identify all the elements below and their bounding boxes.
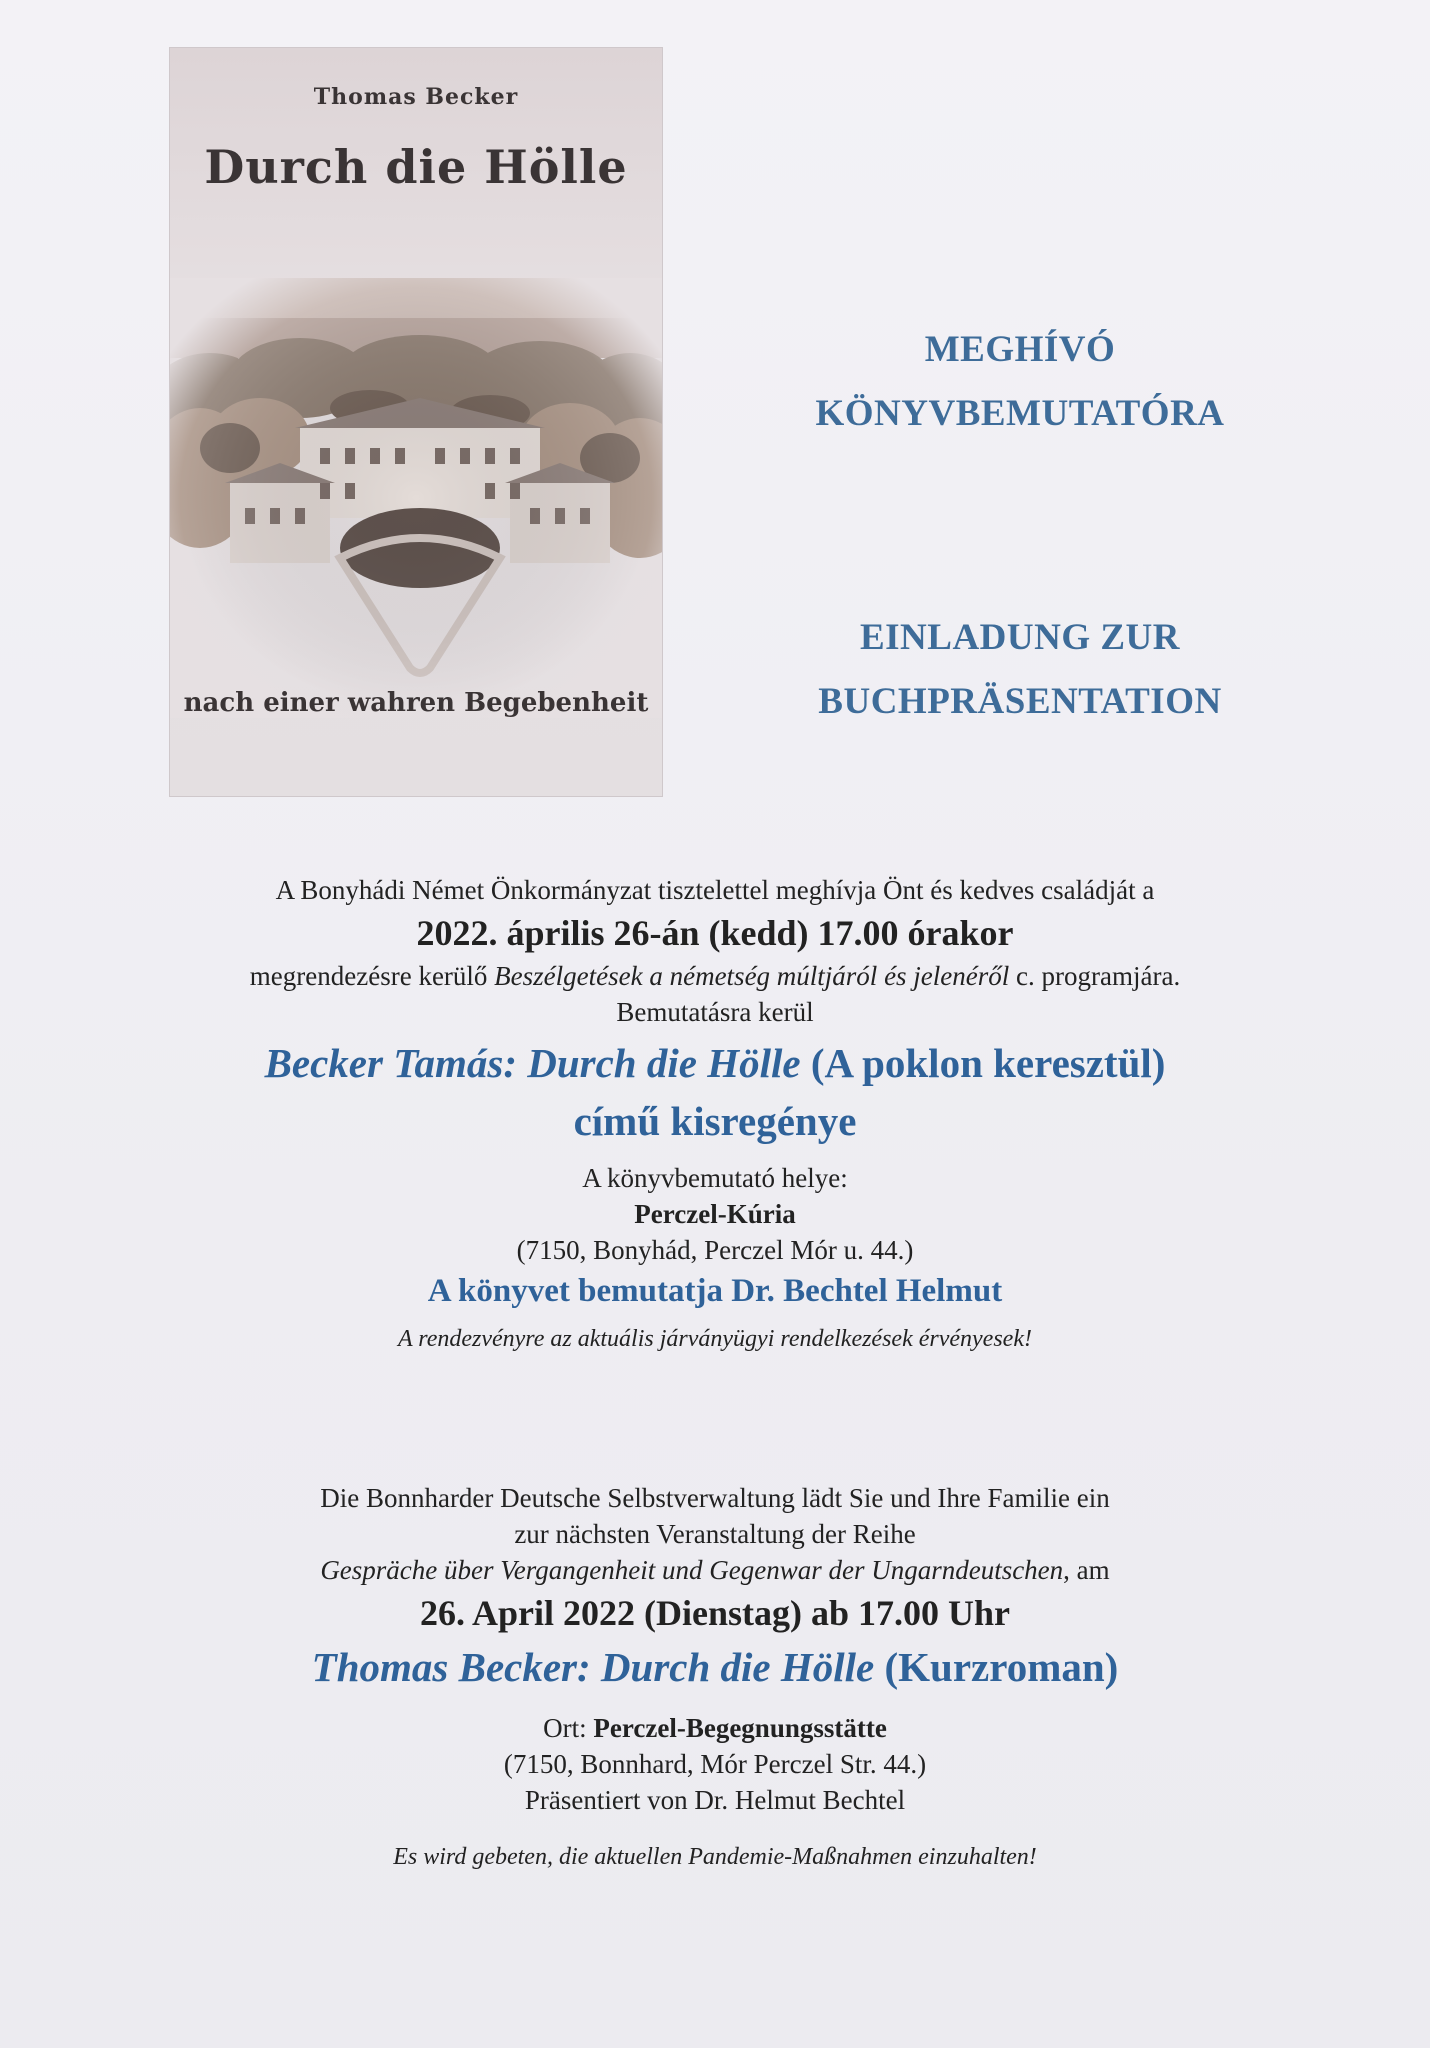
hungarian-presented: Bemutatásra kerül xyxy=(616,997,814,1027)
german-heading xyxy=(740,606,1300,734)
german-book-title-italic: Thomas Becker: Durch die Hölle xyxy=(311,1644,875,1690)
cover-title: Durch die Hölle xyxy=(204,140,628,194)
hungarian-program-pre: megrendezésre kerülő xyxy=(249,961,495,991)
cover-author: Thomas Becker xyxy=(313,84,519,110)
book-cover xyxy=(170,48,662,796)
cover-subtitle: nach einer wahren Begebenheit xyxy=(183,688,649,718)
hungarian-book-title-rest: (A poklon keresztül) xyxy=(800,1040,1166,1086)
hungarian-venue-name: Perczel-Kúria xyxy=(634,1199,796,1229)
hungarian-program-post: c. programjára. xyxy=(1009,961,1181,991)
german-venue-name: Perczel-Begegnungsstätte xyxy=(593,1713,887,1743)
hungarian-notice: A rendezvényre az aktuális járványügyi rendelkezések érvényesek! xyxy=(398,1326,1032,1352)
german-heading-line1: EINLADUNG ZUR xyxy=(859,617,1180,658)
german-series-line xyxy=(140,1552,1290,1588)
hungarian-section xyxy=(140,872,1290,1356)
hungarian-intro: A Bonyhádi Német Önkormányzat tisztelettel meghívja Önt és kedves családját a xyxy=(275,875,1155,905)
hungarian-book-title-italic: Becker Tamás: Durch die Hölle xyxy=(264,1040,801,1086)
german-notice: Es wird gebeten, die aktuellen Pandemie-Maßnahmen einzuhalten! xyxy=(393,1844,1037,1870)
german-series-title: Gespräche über Vergangenheit und Gegenwar der Ungarndeutschen xyxy=(320,1555,1064,1585)
german-date: 26. April 2022 (Dienstag) ab 17.00 Uhr xyxy=(419,1593,1010,1633)
hungarian-presenter: A könyvet bemutatja Dr. Bechtel Helmut xyxy=(427,1273,1003,1309)
hungarian-heading-line2: KÖNYVBEMUTATÓRA xyxy=(815,393,1225,434)
hungarian-heading xyxy=(740,318,1300,446)
german-venue-label: Ort: xyxy=(543,1713,594,1743)
hungarian-venue-address: (7150, Bonyhád, Perczel Mór u. 44.) xyxy=(516,1235,914,1265)
hungarian-book-subtitle: című kisregénye xyxy=(573,1098,857,1144)
german-intro-line2: zur nächsten Veranstaltung der Reihe xyxy=(514,1519,916,1549)
german-venue-address: (7150, Bonnhard, Mór Perczel Str. 44.) xyxy=(503,1749,927,1779)
castle-illustration xyxy=(170,278,662,718)
german-presenter: Präsentiert von Dr. Helmut Bechtel xyxy=(524,1785,906,1815)
hungarian-program-line xyxy=(140,958,1290,994)
german-heading-line2: BUCHPRÄSENTATION xyxy=(818,681,1222,722)
german-book-title xyxy=(140,1638,1290,1696)
german-section xyxy=(140,1480,1290,1874)
german-series-post: , am xyxy=(1063,1555,1110,1585)
hungarian-program-title: Beszélgetések a németség múltjáról és jelenéről xyxy=(494,961,1010,991)
german-venue-line xyxy=(140,1710,1290,1746)
hungarian-heading-line1: MEGHÍVÓ xyxy=(924,329,1116,370)
hungarian-book-title xyxy=(140,1034,1290,1092)
german-intro-line1: Die Bonnharder Deutsche Selbstverwaltung lädt Sie und Ihre Familie ein xyxy=(320,1483,1110,1513)
hungarian-date: 2022. április 26-án (kedd) 17.00 órakor xyxy=(416,913,1014,953)
german-book-title-rest: (Kurzroman) xyxy=(874,1644,1119,1690)
hungarian-venue-label: A könyvbemutató helye: xyxy=(582,1163,848,1193)
